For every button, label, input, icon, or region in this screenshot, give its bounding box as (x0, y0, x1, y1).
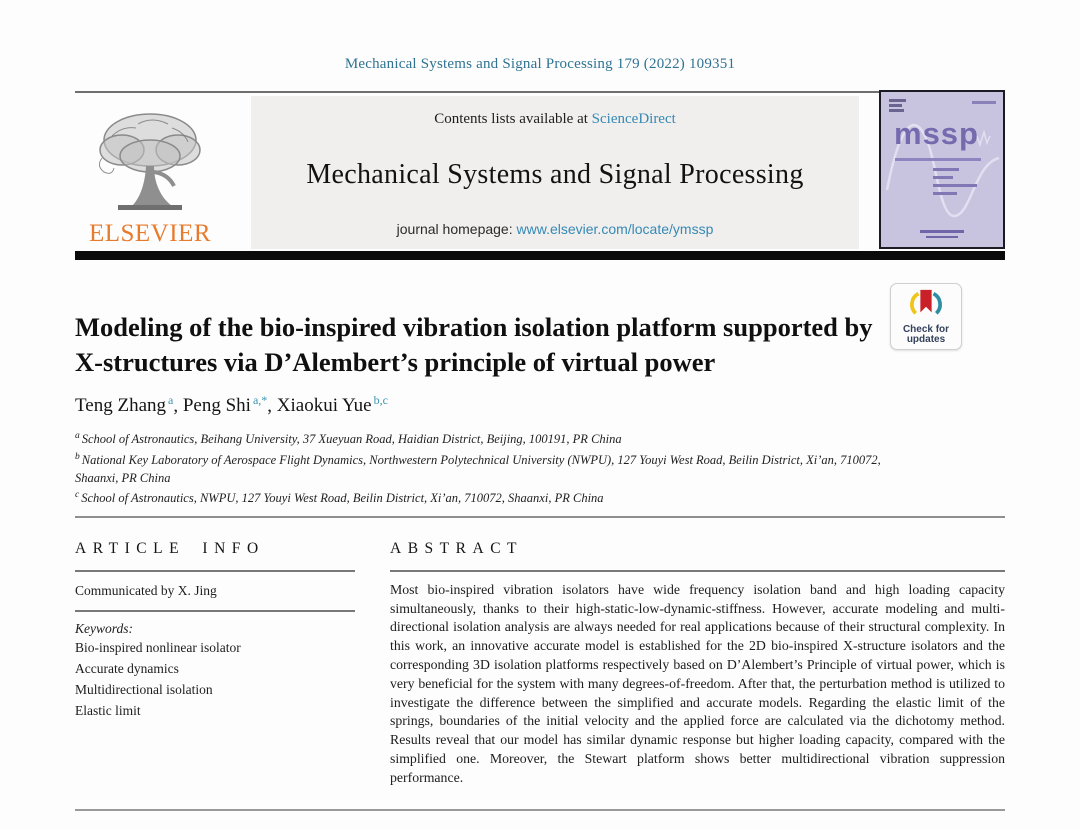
affiliations (75, 428, 915, 507)
check-updates-label: Check for updates (902, 323, 950, 345)
paper-title: Modeling of the bio-inspired vibration isolation platform supported by X-structures via D’Alembert’s principle of virtual power (75, 312, 873, 377)
homepage-link[interactable]: www.elsevier.com/locate/ymssp (516, 221, 714, 237)
article-info-column (75, 540, 355, 788)
keywords-divider (75, 610, 355, 612)
cover-mini-logo (889, 99, 906, 114)
article-info-rule (75, 570, 355, 572)
journal-citation-line (75, 0, 1005, 73)
info-abstract-columns (75, 540, 1005, 788)
author[interactable]: Peng Shi $^{a,*}$ (182, 393, 268, 417)
homepage-line: journal homepage: www.elsevier.com/locate/ymssp (396, 221, 714, 237)
journal-header (75, 96, 1005, 249)
keyword: Multidirectional isolation (75, 681, 213, 697)
elsevier-logo (75, 96, 225, 249)
journal-banner (251, 96, 859, 249)
header-divider-bar (75, 251, 1005, 260)
authors-line: Teng Zhang $^a$, Peng Shi $^{a,*}$, Xiaokui Yue $^{b,c}$ (75, 393, 388, 417)
elsevier-tree-logo (92, 106, 208, 221)
sciencedirect-link[interactable]: ScienceDirect (591, 111, 676, 127)
section-divider-rule (75, 516, 1005, 518)
abstract-column (390, 540, 1005, 788)
communicated-by: Communicated by X. Jing (75, 582, 217, 598)
journal-title: Mechanical Systems and Signal Processing (306, 158, 804, 190)
check-for-updates-badge[interactable] (890, 283, 962, 350)
check-updates-icon (907, 288, 945, 323)
journal-cover-thumbnail (879, 90, 1005, 249)
cover-volume-text (972, 101, 996, 104)
article-info-heading: ARTICLE INFO (75, 539, 265, 557)
cover-publisher-mark (881, 227, 1003, 238)
abstract-heading: ABSTRACT (390, 539, 524, 557)
keyword: Accurate dynamics (75, 660, 179, 676)
affiliation: $^b$ National Key Laboratory of Aerospace Flight Dynamics, Northwestern Polytechnical University (NWPU), 127 Youyi West Road, Beilin District, Xi’an, 710072, Shaanxi, PR China (75, 451, 881, 485)
contents-line: Contents lists available at ScienceDirect (434, 111, 676, 127)
keywords-label: Keywords: (75, 620, 133, 636)
header-top-rule (75, 91, 1005, 93)
affiliation: $^a$ School of Astronautics, Beihang University, 37 Xueyuan Road, Haidian District, Beijing, 100191, PR China (75, 431, 622, 447)
abstract-text: Most bio-inspired vibration isolators have wide frequency isolation band and high loading capacity simultaneously, thanks to their high-static-low-dynamic-stiffness. However, accurate modeling and multi-directional isolation analysis are always needed for real applications because of their structural complexity. In this work, an innovative accurate model is established for the 2D bio-inspired X-structure isolators and the corresponding 3D isolation platforms respectively based on D’Alembert’s Principle of virtual power, which is very beneficial for the system with many degrees-of-freedom. After that, the perturbation method is utilized to investigate the difference between the simplified and accurate models. Regarding the elastic limit of the springs, boundaries of the initial velocity and the applied force are calculated via the dichotomy method. Results reveal that our model has similar dynamic response but higher loading capacity, compared with the simplified one. Moreover, the Stewart platform shows better multidirectional vibration suppression performance. (390, 581, 1005, 785)
author[interactable]: Teng Zhang $^a$ (75, 393, 174, 417)
citation-link[interactable]: Mechanical Systems and Signal Processing 179 (2022) 109351 (344, 56, 736, 72)
author[interactable]: Xiaokui Yue $^{b,c}$ (276, 393, 388, 417)
cover-journal-abbrev: mssp (894, 116, 979, 151)
cover-editor-lines (933, 168, 977, 200)
abstract-rule (390, 570, 1005, 572)
keyword: Elastic limit (75, 702, 141, 718)
affiliation: $^c$ School of Astronautics, NWPU, 127 Youyi West Road, Beilin District, Xi’an, 710072, Shaanxi, PR China (75, 490, 604, 506)
page-bottom-rule (75, 809, 1005, 811)
cover-subtitle-text (895, 158, 981, 161)
keyword: Bio-inspired nonlinear isolator (75, 639, 241, 655)
elsevier-wordmark: ELSEVIER (88, 220, 212, 247)
